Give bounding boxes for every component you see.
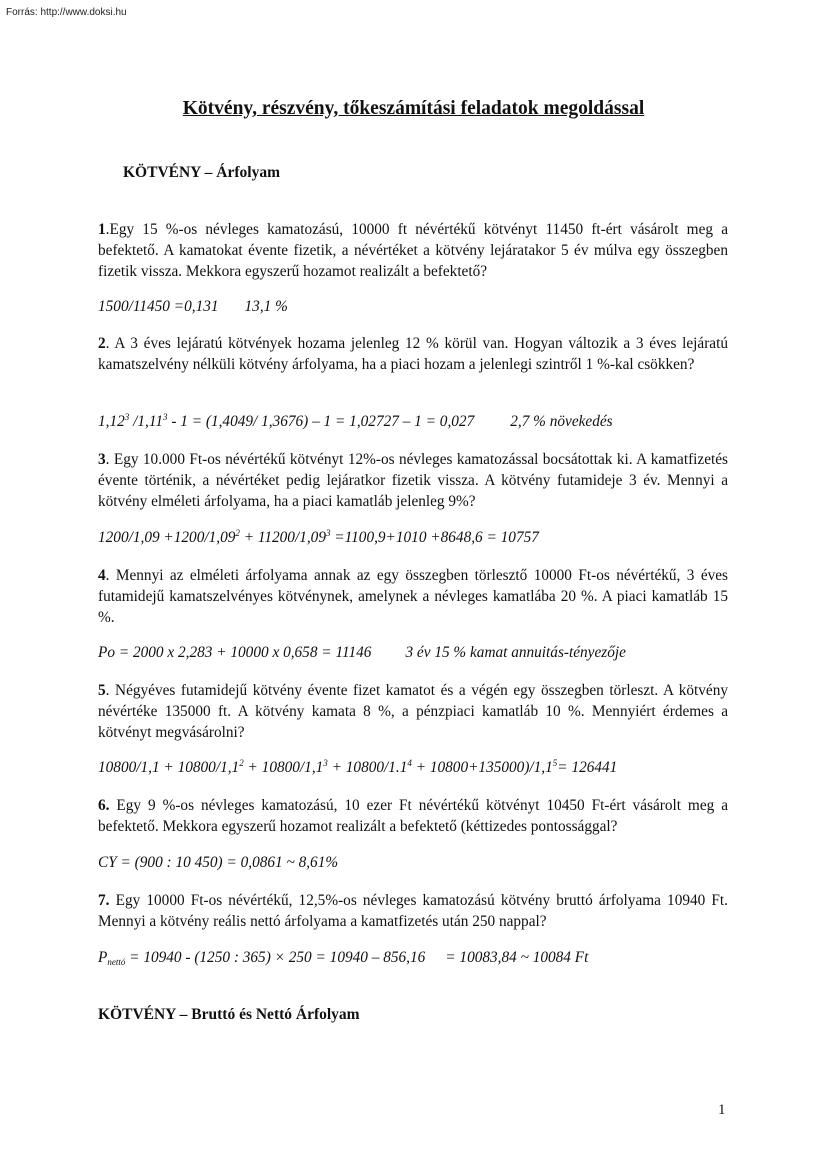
problem-number: 7. — [98, 892, 110, 909]
problem-text: Egy 10000 Ft-os névértékű, 12,5%-os névleges kamatozású kötvény bruttó árfolyama 10940 Ft. Mennyi a kötvény reális nettó árfolyama a kamatfizetés után 250 nappal? — [98, 892, 728, 930]
solution-expression: Po = 2000 x 2,283 + 10000 x 0,658 = 11146 — [98, 644, 372, 661]
solution-expression: 1500/11450 =0,131 — [98, 298, 219, 315]
solution-1 — [98, 296, 738, 317]
solution-expression: CY = (900 : 10 450) = 0,0861 ~ 8,61% — [98, 854, 339, 871]
problem-1 — [98, 219, 728, 282]
formula-part: + 11200/1,09 — [239, 529, 326, 546]
formula-part: + 10800+135000)/1,1 — [411, 759, 553, 776]
problem-3 — [98, 449, 728, 512]
problem-number: 2 — [98, 335, 106, 352]
formula-part: 1,12 — [98, 413, 125, 430]
problem-number: 5 — [98, 682, 106, 699]
solution-result: 13,1 % — [244, 298, 288, 315]
problem-text: . Egy 10.000 Ft-os névértékű kötvényt 12%-os névleges kamatozással bocsátottak ki. A kamatfizetés évente történik, a névértéket pedig lejáratkor fizetik vissza. A kötvény futamideje 3 év. Mennyi a kötvény elméleti árfolyama, ha a piaci kamatláb jelenleg 9%? — [98, 451, 728, 510]
solution-result: 2,7 % növekedés — [510, 413, 613, 430]
exponent: 3 — [323, 758, 328, 768]
problem-text: . Négyéves futamidejű kötvény évente fizet kamatot és a végén egy összegben törleszt. A kötvény névértéke 135000 ft. A kötvény kamata 8 %, a pénzpiaci kamatláb 10 %. Mennyiért érdemes a kötvényt megvásárolni? — [98, 682, 728, 741]
formula-part: /1,11 — [129, 413, 163, 430]
problem-7 — [98, 890, 728, 932]
formula-part: + 10800/1.1 — [327, 759, 408, 776]
problem-text: . A 3 éves lejáratú kötvények hozama jelenleg 12 % körül van. Hogyan változik a 3 éves lejáratú kamatszelvény nélküli kötvény árfolyama, ha a piaci hozam a jelenlegi szintről 1 %-kal csökken? — [98, 335, 728, 373]
exponent: 5 — [552, 758, 558, 768]
exponent: 3 — [163, 412, 168, 422]
solution-6 — [98, 852, 738, 873]
formula-part: = 10940 - (1250 : 365) × 250 = 10940 – 856,16 — [125, 949, 426, 966]
formula-part: 1200/1,09 +1200/1,09 — [98, 529, 236, 546]
formula-part: =1100,9+1010 +8648,6 = 10757 — [330, 529, 539, 546]
solution-result: = 10083,84 ~ 10084 Ft — [445, 949, 589, 966]
section-heading-arfolyam: KÖTVÉNY – Árfolyam — [123, 164, 280, 181]
problem-text: . Mennyi az elméleti árfolyama annak az egy összegben törlesztő 10000 Ft-os névértékű, 3 éves futamidejű kamatszelvényes kötvénynek, amelynek a névleges kamatlába 20 %. A piaci kamatláb 15 %. — [98, 567, 728, 626]
page-number: 1 — [718, 1102, 726, 1118]
problem-number: 3 — [98, 451, 106, 468]
problem-text: Egy 9 %-os névleges kamatozású, 10 ezer Ft névértékű kötvényt 10450 Ft-ért vásárolt meg a befektető. Mekkora egyszerű hozamot realizált a befektető (kéttizedes pontossággal? — [98, 797, 728, 835]
solution-result: 3 év 15 % kamat annuitás-tényezője — [405, 644, 626, 661]
solution-2 — [98, 411, 738, 432]
section-heading-brutto-netto: KÖTVÉNY – Bruttó és Nettó Árfolyam — [98, 1006, 360, 1023]
page-title: Kötvény, részvény, tőkeszámítási feladatok megoldással — [182, 98, 645, 119]
problem-number: 1 — [98, 221, 106, 238]
problem-text: .Egy 15 %-os névleges kamatozású, 10000 ft névértékű kötvényt 11450 ft-ért vásárolt meg a befektető. A kamatokat évente fizetik, a névértéket a kötvény lejáratakor 5 év múlva egy összegben fizetik vissza. Mekkora egyszerű hozamot realizált a befektető? — [98, 221, 728, 280]
solution-3 — [98, 527, 738, 548]
problem-6 — [98, 795, 728, 837]
exponent: 3 — [325, 528, 331, 538]
formula-part: = 126441 — [557, 759, 618, 776]
problem-number: 6. — [98, 797, 110, 814]
exponent: 3 — [124, 412, 130, 422]
solution-7 — [98, 947, 738, 968]
source-line: Forrás: http://www.doksi.hu — [6, 7, 127, 18]
subscript: nettó — [107, 957, 126, 967]
exponent: 4 — [407, 758, 412, 768]
problem-number: 4 — [98, 567, 106, 584]
formula-part: + 10800/1,1 — [243, 759, 324, 776]
formula-part: P — [98, 949, 108, 966]
problem-5 — [98, 680, 728, 743]
problem-2 — [98, 333, 728, 375]
formula-part: 10800/1,1 + 10800/1,1 — [98, 759, 240, 776]
formula-part: - 1 = (1,4049/ 1,3676) – 1 = 1,02727 – 1 = 0,027 — [167, 413, 475, 430]
exponent: 2 — [239, 758, 244, 768]
solution-4 — [98, 642, 738, 663]
solution-5 — [98, 757, 738, 778]
problem-4 — [98, 565, 728, 628]
exponent: 2 — [235, 528, 240, 538]
